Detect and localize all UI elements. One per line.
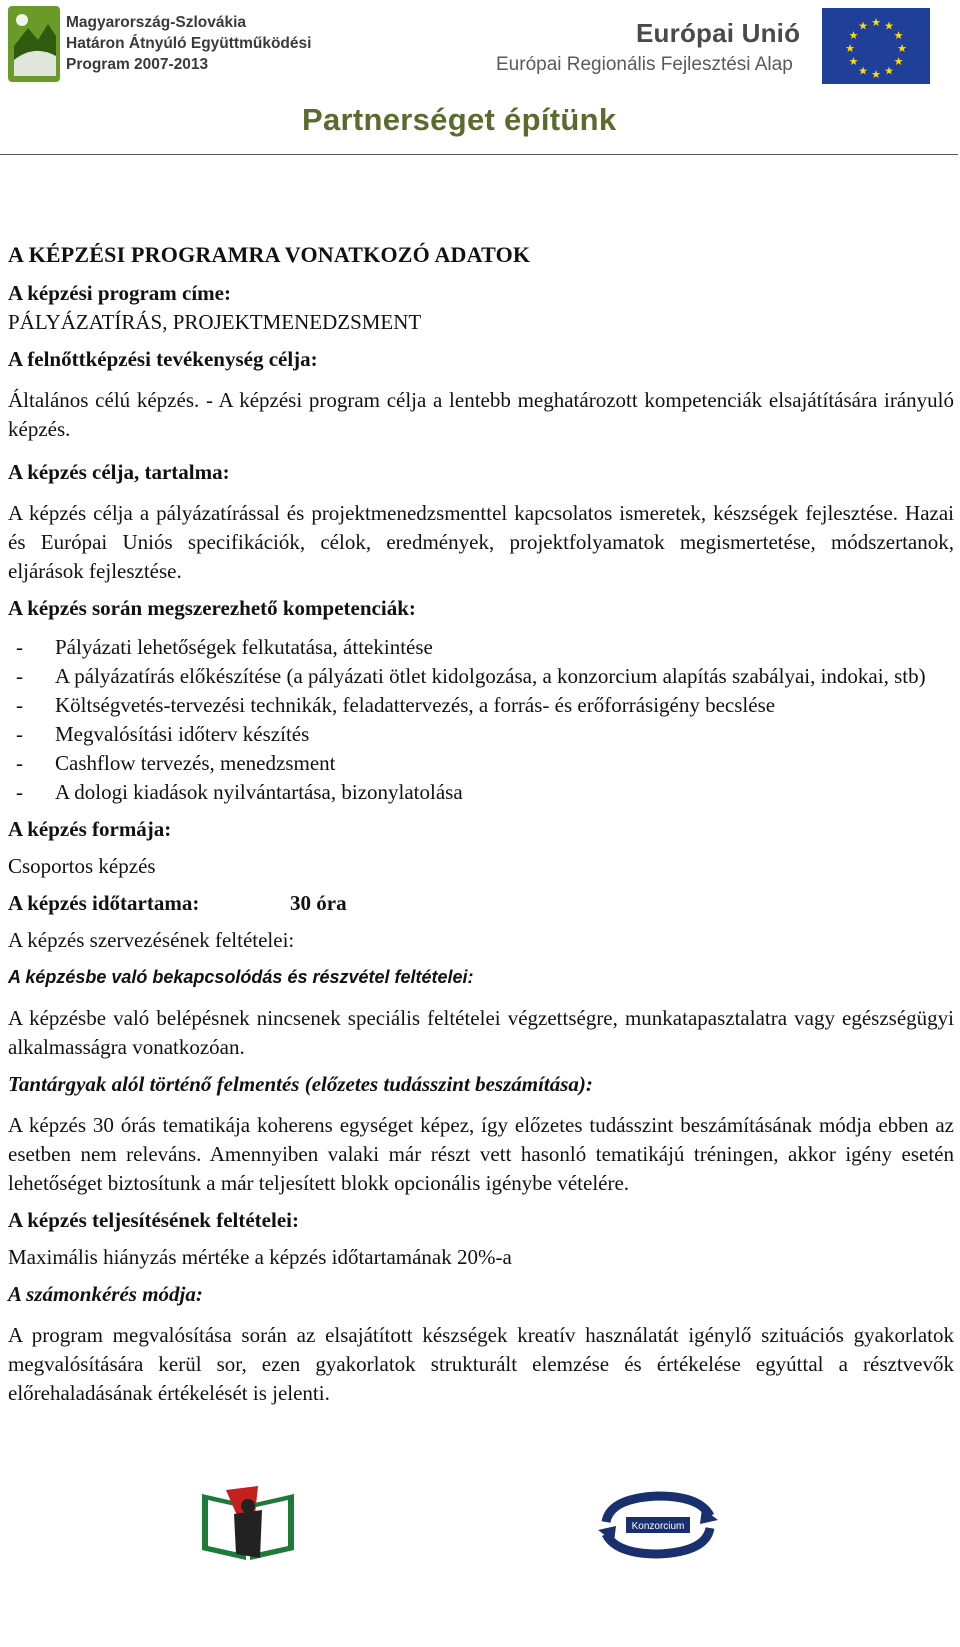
hu-sk-program-logo-icon (8, 6, 60, 82)
completion-label: A képzés teljesítésének feltételei: (8, 1208, 299, 1232)
program-name: PÁLYÁZATÍRÁS, PROJEKTMENEDZSMENT (8, 310, 422, 334)
svg-text:★: ★ (884, 19, 894, 33)
duration-row (8, 889, 954, 918)
program-name-label: A képzési program címe: (8, 281, 231, 305)
eu-title: Európai Unió (636, 18, 801, 48)
participation-label: A képzésbe való bekapcsolódás és részvétel feltételei: (8, 967, 474, 987)
document-title: A KÉPZÉSI PROGRAMRA VONATKOZÓ ADATOK (8, 242, 531, 267)
list-item (8, 749, 954, 778)
program-line: Határon Átnyúló Együttműködési (66, 35, 312, 52)
form-value: Csoportos képzés (8, 854, 156, 878)
competencies-list (8, 633, 954, 807)
organization-label: A képzés szervezésének feltételei: (8, 928, 295, 952)
aim-label: A képzés célja, tartalma: (8, 460, 230, 484)
list-marker: - (16, 722, 23, 746)
slogan: Partnerséget építünk (302, 102, 617, 137)
list-item (8, 633, 954, 662)
list-marker: - (16, 780, 23, 804)
list-marker: - (16, 635, 23, 659)
duration-label: A képzés időtartama: (8, 891, 200, 915)
list-item (8, 691, 954, 720)
exemption-text: A képzés 30 órás tematikája koherens egységet képez, így előzetes tudásszint beszámításának módja ebben az esetben nem releváns. Amennyiben valaki már részt vett hasonló tematikájú tréningen, akkor igény esetén lehetőséget biztosítunk a már teljesített blokk opcionális igénybe vételére. (8, 1113, 954, 1195)
svg-text:★: ★ (884, 64, 894, 78)
svg-text:★: ★ (897, 42, 907, 55)
svg-text:★: ★ (893, 29, 904, 42)
svg-text:★: ★ (848, 55, 859, 68)
list-item-text: Költségvetés-tervezési technikák, feladattervezés, a forrás- és erőforrásigény becslése (55, 693, 776, 717)
competencies-label: A képzés során megszerezhető kompetenciák: (8, 596, 416, 620)
list-item-text: A pályázatírás előkészítése (a pályázati ötlet kidolgozása, a konzorcium alapítás szabályai, indokai, stb) (55, 664, 926, 688)
goal-text: Általános célú képzés. - A képzési program célja a lentebb meghatározott kompetenciák elsajátítására irányuló képzés. (8, 388, 954, 441)
list-marker: - (16, 751, 23, 775)
program-name-block (66, 12, 311, 75)
list-item (8, 662, 954, 691)
assessment-label: A számonkérés módja: (8, 1282, 203, 1306)
eu-subtitle: Európai Regionális Fejlesztési Alap (496, 54, 793, 75)
list-item-text: Megvalósítási időterv készítés (55, 722, 310, 746)
duration-value: 30 óra (290, 891, 347, 915)
list-marker: - (16, 693, 23, 717)
header-divider (0, 154, 958, 155)
form-label: A képzés formája: (8, 817, 172, 841)
list-item-text: Pályázati lehetőségek felkutatása, áttekintése (55, 635, 433, 659)
assessment-text: A program megvalósítása során az elsajátított készségek kreatív használatát igénylő szituációs gyakorlatok megvalósítására kerül sor, ezen gyakorlatok strukturált elemzése és értékelése egyúttal a résztvevők előrehaladásának értékelését is jelenti. (8, 1323, 954, 1405)
list-item-text: Cashflow tervezés, menedzsment (55, 751, 336, 775)
exemption-label: Tantárgyak alól történő felmentés (előzetes tudásszint beszámítása): (8, 1072, 593, 1096)
list-item-text: A dologi kiadások nyilvántartása, bizonylatolása (55, 780, 463, 804)
completion-text: Maximális hiányzás mértéke a képzés időtartamának 20%-a (8, 1245, 512, 1269)
program-line: Magyarország-Szlovákia (66, 14, 247, 31)
svg-text:★: ★ (893, 55, 904, 68)
svg-text:★: ★ (845, 42, 855, 55)
program-line: Program 2007-2013 (66, 56, 209, 73)
page-header (0, 0, 960, 160)
konzorcium-logo-text: Konzorcium (631, 1521, 685, 1532)
list-item (8, 720, 954, 749)
svg-text:★: ★ (871, 16, 881, 29)
list-item (8, 778, 954, 807)
konzorcium-arrows-logo-icon (596, 1490, 720, 1560)
svg-text:★: ★ (858, 19, 868, 33)
svg-text:★: ★ (858, 64, 868, 78)
svg-text:★: ★ (871, 68, 881, 81)
aim-text: A képzés célja a pályázatírással és projektmenedzsmenttel kapcsolatos ismeretek, készségek fejlesztése. Hazai és Európai Uniós specifikációk, célok, eredmények, projektfolyamatok megismertetése, módszertanok, eljárások fejlesztése. (8, 501, 954, 583)
document-body (8, 240, 954, 1408)
goal-label: A felnőttképzési tevékenység célja: (8, 347, 318, 371)
participation-text: A képzésbe való belépésnek nincsenek speciális feltételei végzettségre, munkatapasztalatra vagy egészségügyi alkalmasságra vonatkozóan. (8, 1006, 954, 1059)
list-marker: - (16, 664, 23, 688)
eu-flag-icon (822, 8, 930, 84)
svg-text:★: ★ (848, 29, 859, 42)
book-logo-icon (198, 1484, 298, 1564)
